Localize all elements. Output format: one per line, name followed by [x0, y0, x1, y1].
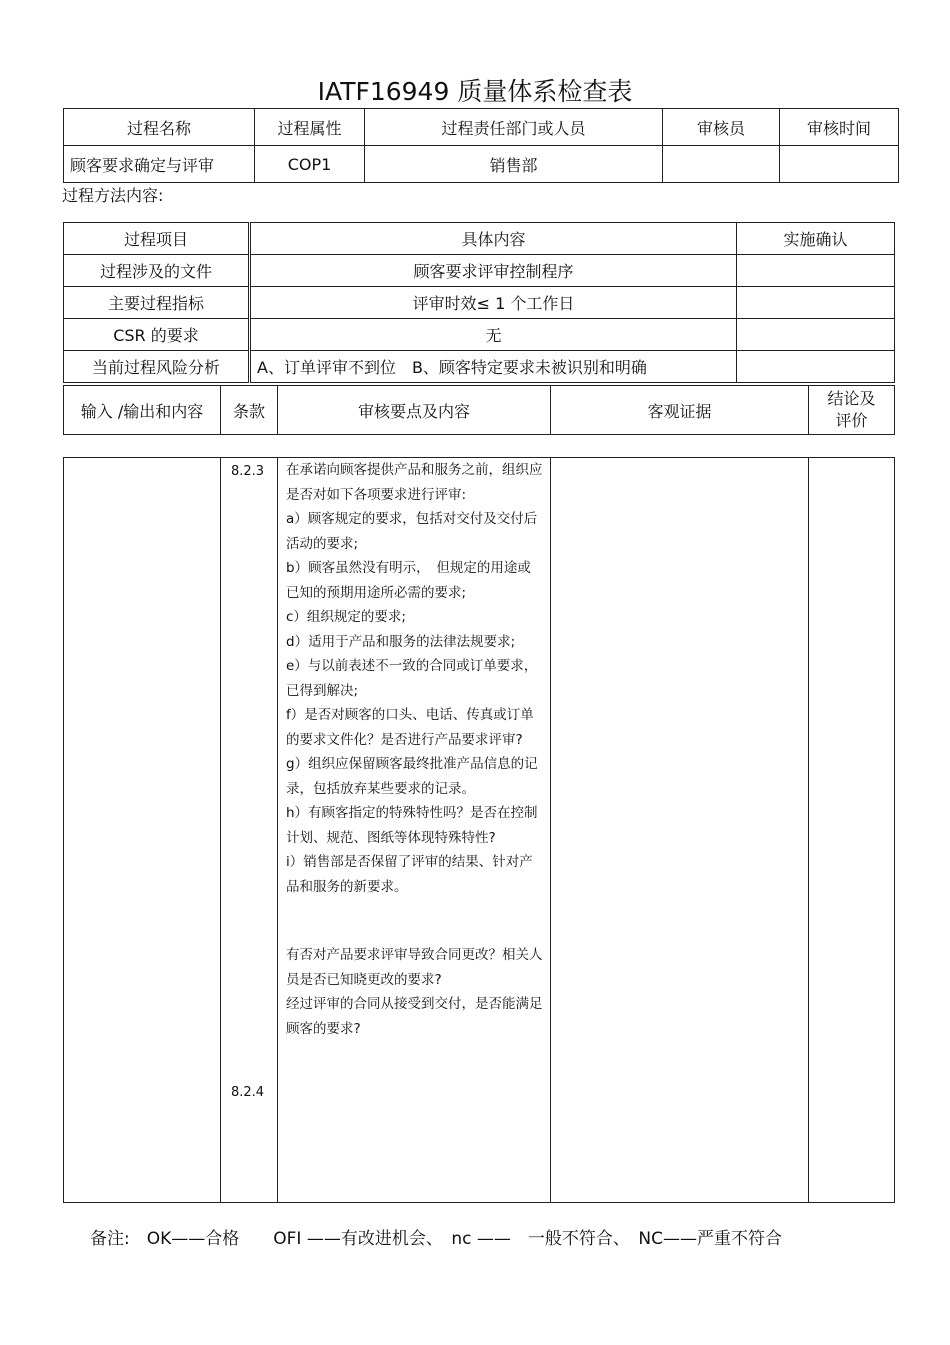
process-confirm [737, 287, 895, 319]
process-content: 无 [250, 319, 737, 351]
legend-note: 备注: OK——合格 OFI ——有改进机会、 nc —— 一般不符合、 NC——严重不符合 [90, 1229, 782, 1249]
cell-auditor [663, 146, 780, 183]
process-item: CSR 的要求 [64, 319, 250, 351]
audit-point: 有否对产品要求评审导致合同更改？相关人员是否已知晓更改的要求? [286, 947, 543, 988]
page-title: IATF16949 质量体系检查表 [317, 77, 633, 106]
audit-point: a）顾客规定的要求，包括对交付及交付后活动的要求; [286, 511, 538, 552]
header-conclusion: 结论及评价 [809, 386, 895, 435]
process-confirm [737, 255, 895, 287]
header-auditor: 审核员 [663, 109, 780, 146]
cell-audit-time [780, 146, 899, 183]
audit-point: 在承诺向顾客提供产品和服务之前，组织应是否对如下各项要求进行评审: [286, 462, 543, 503]
evidence-cell [551, 458, 809, 1203]
process-confirm [737, 351, 895, 383]
header-process-name: 过程名称 [64, 109, 255, 146]
audit-point: f）是否对顾客的口头、电话、传真或订单的要求文件化？是否进行产品要求评审? [286, 707, 534, 748]
audit-points-cell [278, 458, 551, 1203]
header-process-attr: 过程属性 [255, 109, 365, 146]
audit-point: b）顾客虽然没有明示， 但规定的用途或已知的预期用途所必需的要求; [286, 560, 531, 601]
audit-header-table [63, 385, 895, 435]
header-evidence: 客观证据 [551, 386, 809, 435]
process-item: 主要过程指标 [64, 287, 250, 319]
audit-point: i）销售部是否保留了评审的结果、针对产品和服务的新要求。 [286, 854, 533, 895]
conclusion-cell [809, 458, 895, 1203]
process-confirm [737, 319, 895, 351]
cell-responsible: 销售部 [365, 146, 663, 183]
process-item: 当前过程风险分析 [64, 351, 250, 383]
cell-process-name: 顾客要求确定与评审 [64, 146, 255, 183]
header-process-item: 过程项目 [64, 223, 250, 255]
cell-process-attr: COP1 [255, 146, 365, 183]
io-cell [64, 458, 221, 1203]
clause-number: 8.2.4 [231, 1085, 265, 1100]
header-clause: 条款 [221, 386, 278, 435]
audit-point: e）与以前表述不一致的合同或订单要求，已得到解决; [286, 658, 538, 699]
clause-cell [221, 458, 278, 1203]
process-content: 顾客要求评审控制程序 [250, 255, 737, 287]
audit-point: g）组织应保留顾客最终批准产品信息的记录，包括放弃某些要求的记录。 [286, 756, 538, 797]
process-item: 过程涉及的文件 [64, 255, 250, 287]
clause-number: 8.2.3 [231, 464, 265, 479]
process-table [63, 222, 895, 383]
header-responsible: 过程责任部门或人员 [365, 109, 663, 146]
header-io: 输入 /输出和内容 [64, 386, 221, 435]
audit-point: h）有顾客指定的特殊特性吗？是否在控制计划、规范、图纸等体现特殊特性? [286, 805, 538, 846]
header-table [63, 108, 899, 183]
audit-point: c）组织规定的要求; [286, 609, 406, 625]
header-confirm: 实施确认 [737, 223, 895, 255]
process-content: 评审时效≤ 1 个工作日 [250, 287, 737, 319]
process-content: A、订单评审不到位 B、顾客特定要求未被识别和明确 [250, 351, 737, 383]
audit-point: 经过评审的合同从接受到交付，是否能满足顾客的要求? [286, 996, 543, 1037]
header-audit-time: 审核时间 [780, 109, 899, 146]
header-audit-points: 审核要点及内容 [278, 386, 551, 435]
audit-point: d）适用于产品和服务的法律法规要求; [286, 633, 516, 650]
header-content: 具体内容 [250, 223, 737, 255]
audit-body-table [63, 457, 895, 1203]
method-label: 过程方法内容: [62, 186, 164, 205]
